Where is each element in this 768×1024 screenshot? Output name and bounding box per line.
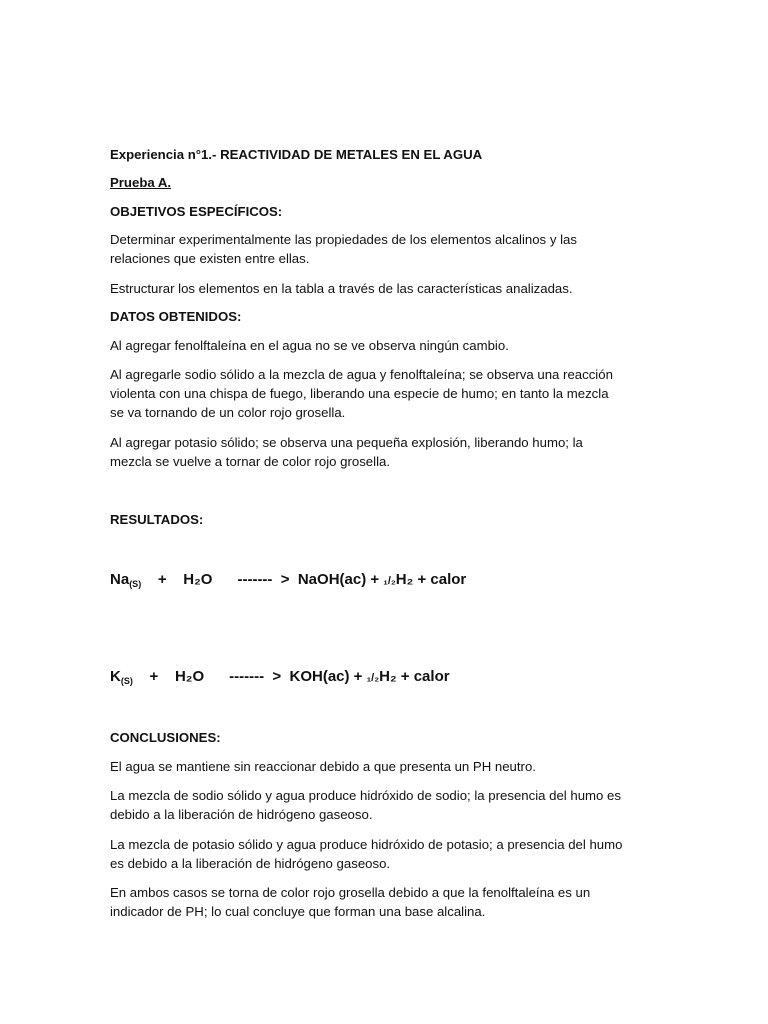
data-3-line-1: Al agregar potasio sólido; se observa una pequeña explosión, liberando humo; la: [110, 435, 583, 450]
conclusion-1: El agua se mantiene sin reaccionar debido a que presenta un PH neutro.: [110, 759, 536, 774]
conclusion-2-line-2: debido a la liberación de hidrógeno gaseoso.: [110, 807, 373, 822]
objective-1-line-1: Determinar experimentalmente las propiedades de los elementos alcalinos y las: [110, 232, 577, 247]
conclusion-3-line-1: La mezcla de potasio sólido y agua produce hidróxido de potasio; a presencia del humo: [110, 837, 623, 852]
conclusion-3-line-2: es debido a la liberación de hidrógeno gaseoso.: [110, 856, 391, 871]
equation-potassium: $K_{(S)}$ + H₂O ------- > KOH(ac) + ₁/₂H₂ + calor: [110, 668, 450, 686]
conclusions-heading: CONCLUSIONES:: [110, 730, 221, 745]
objective-1-line-2: relaciones que existen entre ellas.: [110, 251, 310, 266]
conclusion-2-line-1: La mezcla de sodio sólido y agua produce hidróxido de sodio; la presencia del humo es: [110, 788, 621, 803]
results-heading: RESULTADOS:: [110, 512, 204, 527]
equation-sodium: $Na_{(S)}$ + H₂O ------- > NaOH(ac) + ₁/₂H₂ + calor: [110, 571, 467, 589]
conclusion-4-line-1: En ambos casos se torna de color rojo grosella debido a que la fenolftaleína es un: [110, 885, 591, 900]
objective-2: Estructurar los elementos en la tabla a través de las características analizadas.: [110, 281, 573, 296]
data-2-line-3: se va tornando de un color rojo grosella.: [110, 405, 346, 420]
experience-heading: Experiencia n°1.- REACTIVIDAD DE METALES EN EL AGUA: [110, 147, 483, 162]
conclusion-4-line-2: indicador de PH; lo cual concluye que forman una base alcalina.: [110, 904, 486, 919]
objectives-heading: OBJETIVOS ESPECÍFICOS:: [110, 204, 283, 219]
data-2-line-2: violenta con una chispa de fuego, liberando una especie de humo; en tanto la mezcla: [110, 386, 609, 401]
data-3-line-2: mezcla se vuelve a tornar de color rojo grosella.: [110, 454, 391, 469]
test-label: Prueba A.: [110, 175, 172, 190]
data-heading: DATOS OBTENIDOS:: [110, 309, 242, 324]
data-1: Al agregar fenolftaleína en el agua no se ve observa ningún cambio.: [110, 338, 509, 353]
data-2-line-1: Al agregarle sodio sólido a la mezcla de agua y fenolftaleína; se observa una reacción: [110, 367, 613, 382]
